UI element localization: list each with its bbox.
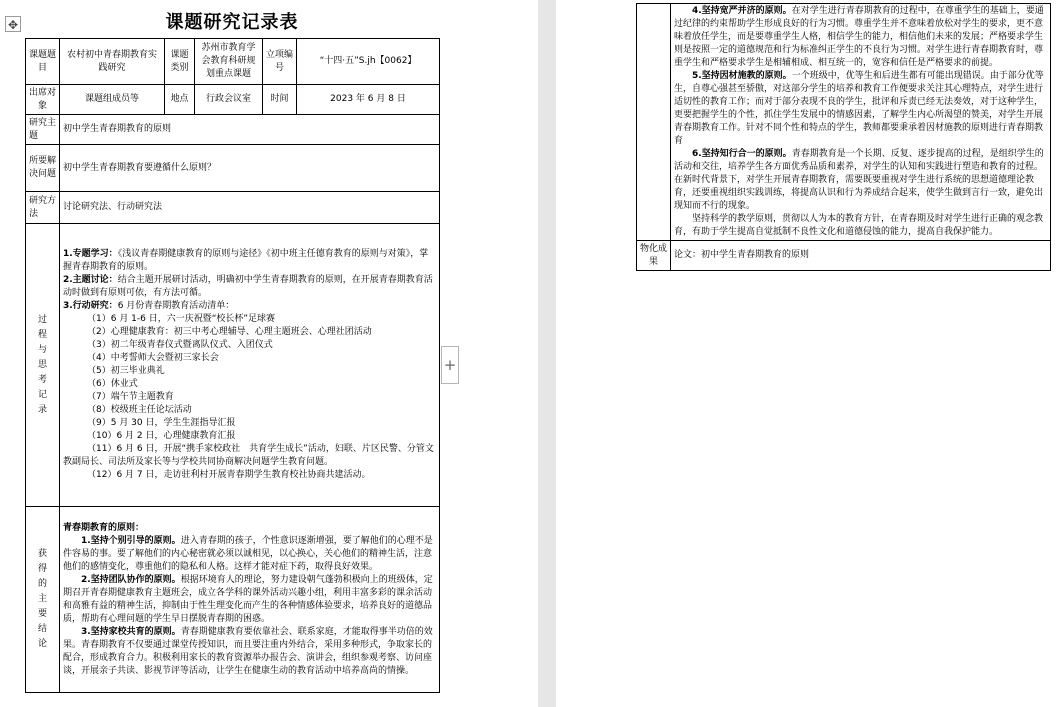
findings-label: 获 得 的 主 要 结 论 [26,507,60,693]
theme-label: 研究主题 [26,115,60,145]
add-column-icon[interactable]: + [441,346,459,384]
table-row [637,241,1051,271]
process-label: 过 程 与 思 考 记 录 [26,224,60,507]
finding-4-head: 4.坚持宽严并济的原则。 [692,6,792,16]
list-item: （11）6 月 6 日，开展“携手家校政社 共育学生成长”活动，妇联、片区民警、分管文教副局长、司法所及家长等与学校共同协商解决问题学生教育问题。 [63,444,434,467]
list-item: （4）中考誓师大会暨初三家长会 [87,353,219,363]
page-right [556,0,1059,707]
list-item: （10）6 月 2 日，心理健康教育汇报 [87,431,236,441]
record-table-continued [636,3,1051,271]
list-item: （2）心理健康教育：初三中考心理辅导、心理主题班会、心理社团活动 [87,327,372,337]
table-row [26,192,440,224]
finding-4-body: 在对学生进行青春期教育的过程中，在尊重学生的基础上，要通过纪律的约束帮助学生形成良好的行为习惯。尊重学生并不意味着放松对学生的要求，更不意味着放任学生，而是要尊重学生人格，相信学生的能力，相信他们未来的发展；严格要求学生则是按照一定的道德规范和行为标准纠正学生的不良行为习惯。对学生进行青春期教育时，尊重学生和严格要求学生是相辅相成、相互统一的，宽容和信任是严格要求的前提。 [674,6,1044,68]
finding-1-head: 1.坚持个别引导的原则。 [81,535,181,546]
finding-1-body: 进入青春期的孩子，个性意识逐渐增强，要了解他们的心理不是件容易的事。要了解他们的内心秘密就必须以诚相见，以心换心，关心他们的精神生活，注意他们的感情变化，尊重他们的隐私和人格。这样才能对症下药，取得良好效果。 [63,535,433,572]
topic-label: 课题题目 [26,39,60,85]
findings-content[interactable] [60,507,440,693]
finding-3-head: 3.坚持家校共育的原则。 [81,626,181,637]
process-p1-head: 1.专题学习： [63,249,118,259]
category-label: 课题类别 [165,39,195,85]
outcome-value[interactable]: 论文：初中学生青春期教育的原则 [671,241,1051,271]
outcome-label: 物化成果 [637,241,671,271]
finding-6-head: 6.坚持知行合一的原则。 [692,149,792,159]
finding-5-head: 5.坚持因材施教的原则。 [692,71,792,81]
table-row [26,507,440,693]
location-value[interactable]: 行政会议室 [195,85,263,115]
finding-2-head: 2.坚持团队协作的原则。 [81,574,181,585]
number-label: 立项编号 [263,39,297,85]
process-p3-head: 3.行动研究： [63,301,118,311]
list-item: （3）初二年级青春仪式暨离队仪式、入团仪式 [87,340,273,350]
list-item: （8）校级班主任论坛活动 [87,405,192,415]
list-item: （9）5 月 30 日，学生生涯指导汇报 [87,418,236,428]
table-row [26,145,440,192]
findings-heading: 青春期教育的原则： [63,522,145,533]
topic-value[interactable]: 农村初中青春期教育实践研究 [60,39,165,85]
process-p2-body: 结合主题开展研讨活动，明确初中学生青春期教育的原则，在开展青春期教育活动时做到有原则可依，有方法可循。 [63,275,433,298]
category-value[interactable]: 苏州市教育学会教育科研规划重点课题 [195,39,263,85]
document-title: 课题研究记录表 [165,12,299,33]
record-table [25,38,440,693]
list-item: （6）休业式 [87,379,138,389]
list-item: （5）初三毕业典礼 [87,366,165,376]
list-item: （7）端午节主题教育 [87,392,174,402]
table-row [26,115,440,145]
finding-3-body-start: 青春期健康教育要依靠社会、联系家庭，才能取得事半功倍的效果。青春期教育不仅要通过课堂传授知识，而且要注重内外结合，采用多种形式，争取家长的配合，形成教育合力。积极利用家长的教育资源举办报告会、演讲会，组织参观考察、访问座谈，开展亲子共读、影视节评等活动，让学生在健康生动的教育活动中培养高尚的情操。 [63,626,433,676]
attendee-label: 出席对象 [26,85,60,115]
findings-label-continued [637,4,671,241]
table-row [26,85,440,115]
list-item: （12）6 月 7 日，走访驻利村开展青春期学生教育校社协商共建活动。 [87,470,371,480]
finding-2-body: 根据环境育人的理论，努力建设朝气蓬勃积极向上的班级体，定期召开青春期健康教育主题班会，成立各学科的课外活动兴趣小组，利用丰富多彩的课余活动和高雅有益的精神生活，抑制由于性生理变化而产生的各种情感体验要求，培养良好的道德品质，帮助有心理问题的学生早日摆脱青春期的困惑。 [63,574,433,624]
list-item: （1）6 月 1-6 日，六一庆祝暨“校长杯”足球赛 [87,314,276,324]
process-p1-body: 《浅议青春期健康教育的原则与途径》《初中班主任德育教育的原则与对策》，掌握青春期教育的原则。 [63,249,429,272]
process-p3-body: 6 月份青春期教育活动清单： [117,301,235,311]
problem-label: 所要解决问题 [26,145,60,192]
finding-5-body: 一个班级中，优等生和后进生都有可能出现错误。由于部分优等生，自尊心强甚至骄傲，对这部分学生的培养和教育工作便要求关注其心理特点，对学生进行适切性的教育工作；而对于部分表现不良的学生，批评和斥责已经无法奏效，对于这种学生，更要把握学生的个性，抓住学生发展中的情感因素，了解学生内心所渴望的赞美，对学生开展青春期教育工作。针对不同个性和特点的学生，教师都要秉承着因材施教的原则进行青春期教育 [674,71,1044,146]
table-row [26,39,440,85]
location-label: 地点 [165,85,195,115]
theme-value[interactable]: 初中学生青春期教育的原则 [60,115,440,145]
table-move-handle-icon[interactable]: ✥ [5,16,21,32]
number-value[interactable]: “十四·五”S.jh【0062】 [297,39,440,85]
process-p2-head: 2.主题讨论： [63,275,118,285]
table-row [637,4,1051,241]
findings-closing: 坚持科学的教学原则，贯彻以人为本的教育方针，在青春期及时对学生进行正确的观念教育，有助于学生提高自觉抵制不良性文化和道德侵蚀的能力，提高自我保护能力。 [674,214,1044,237]
method-value[interactable]: 讨论研究法、行动研究法 [60,192,440,224]
finding-6-body: 青春期教育是一个长期、反复、逐步提高的过程，是组织学生的活动和交往，培养学生各方面优秀品质和素养，对学生的认知和实践进行塑造和教育的过程。在新时代背景下，对学生开展青春期教育，需要既要重视对学生进行系统的思想道德理论教育，还要重视组织实践训练，将提高认识和行为养成结合起来，使学生做到言行一致，避免出现知而不行的现象。 [674,149,1044,211]
time-value[interactable]: 2023 年 6 月 8 日 [297,85,440,115]
method-label: 研究方法 [26,192,60,224]
findings-content-continued[interactable] [671,4,1051,241]
problem-value[interactable]: 初中学生青春期教育要遵循什么原则？ [60,145,440,192]
table-row [26,224,440,507]
attendee-value[interactable]: 课题组成员等 [60,85,165,115]
process-content[interactable] [60,224,440,507]
time-label: 时间 [263,85,297,115]
